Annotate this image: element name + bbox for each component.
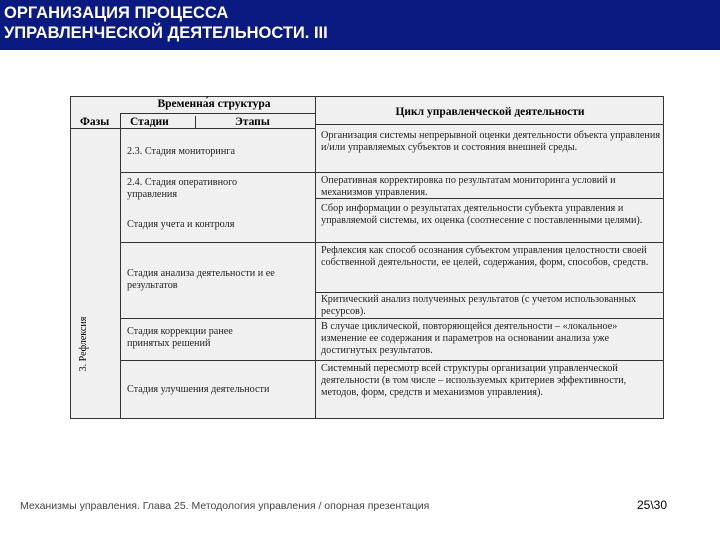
header-separator-right (315, 124, 663, 125)
table-border-left (70, 96, 71, 419)
table-border-top (70, 96, 664, 97)
stage-cell: Стадия учета и контроля (127, 219, 235, 230)
table-image (70, 96, 664, 419)
cycle-cell: Организация системы непрерывной оценки деятельности объекта управления и/или управляемых субъектов и состояния внешней среды. (321, 130, 661, 153)
table-border-right (663, 96, 664, 419)
header-subseparator (120, 113, 315, 114)
divider-phases (120, 114, 121, 419)
row-separator-4 (315, 292, 663, 293)
slide-title-line2: УПРАВЛЕНЧЕСКОЙ ДЕЯТЕЛЬНОСТИ. III (4, 24, 328, 42)
time-structure-header: Временна́я структура (157, 98, 271, 110)
divider-stages-steps (195, 116, 196, 128)
row-separator-1 (120, 172, 664, 173)
cycle-cell: В случае циклической, повторяющейся деятельности – «локальное» изменение ее содержания и параметров на основании анализа уже достигнутых результатов. (321, 321, 618, 356)
cycle-cell: Системный пересмотр всей структуры организации управленческой деятельности (в том числе – используемых критериев эффективности, методов, форм, средств и механизмов управления). (321, 363, 627, 398)
cycle-cell: Рефлексия как способ осознания субъектом управления целостности своей собственной деятельности, ее целей, содержания, форм, способов, средств. (321, 245, 649, 268)
stage-cell: 2.3. Стадия мониторинга (127, 146, 236, 157)
cycle-cell: Оперативная корректировка по результатам мониторинга условий и механизмов управления. (321, 175, 616, 198)
cycle-cell: Сбор информации о результатах деятельности субъекта управления и управляемой системы, их оценка (соотнесение с поставленными целями). (321, 203, 643, 226)
footer-text: Механизмы управления. Глава 25. Методология управления / опорная презентация (20, 500, 430, 512)
stage-cell: Стадия коррекции ранее принятых решений (127, 326, 233, 349)
slide-title (4, 3, 328, 43)
row-separator-5 (120, 318, 664, 319)
slide-title-line1: ОРГАНИЗАЦИЯ ПРОЦЕССА (4, 4, 229, 22)
phase-label: 3. Рефлексия (78, 316, 89, 372)
stage-cell: Стадия улучшения деятельности (127, 384, 270, 395)
stages-header: Стадии (130, 116, 169, 128)
cycle-cell: Критический анализ полученных результатов (с учетом использованных ресурсов). (321, 294, 637, 317)
stage-cell: 2.4. Стадия оперативного управления (127, 177, 238, 200)
page-number: 25\30 (637, 498, 668, 512)
phases-header: Фазы (80, 116, 110, 128)
cycle-header: Цикл управленческой деятельности (395, 106, 585, 118)
divider-stages-cycle (315, 96, 316, 419)
row-separator-3 (120, 242, 664, 243)
header-separator-left (70, 128, 315, 129)
table-border-bottom (70, 418, 664, 419)
stage-cell: Стадия анализа деятельности и ее результатов (127, 268, 275, 291)
row-separator-6 (120, 360, 664, 361)
slide-header (0, 0, 720, 50)
steps-header: Этапы (235, 116, 270, 128)
